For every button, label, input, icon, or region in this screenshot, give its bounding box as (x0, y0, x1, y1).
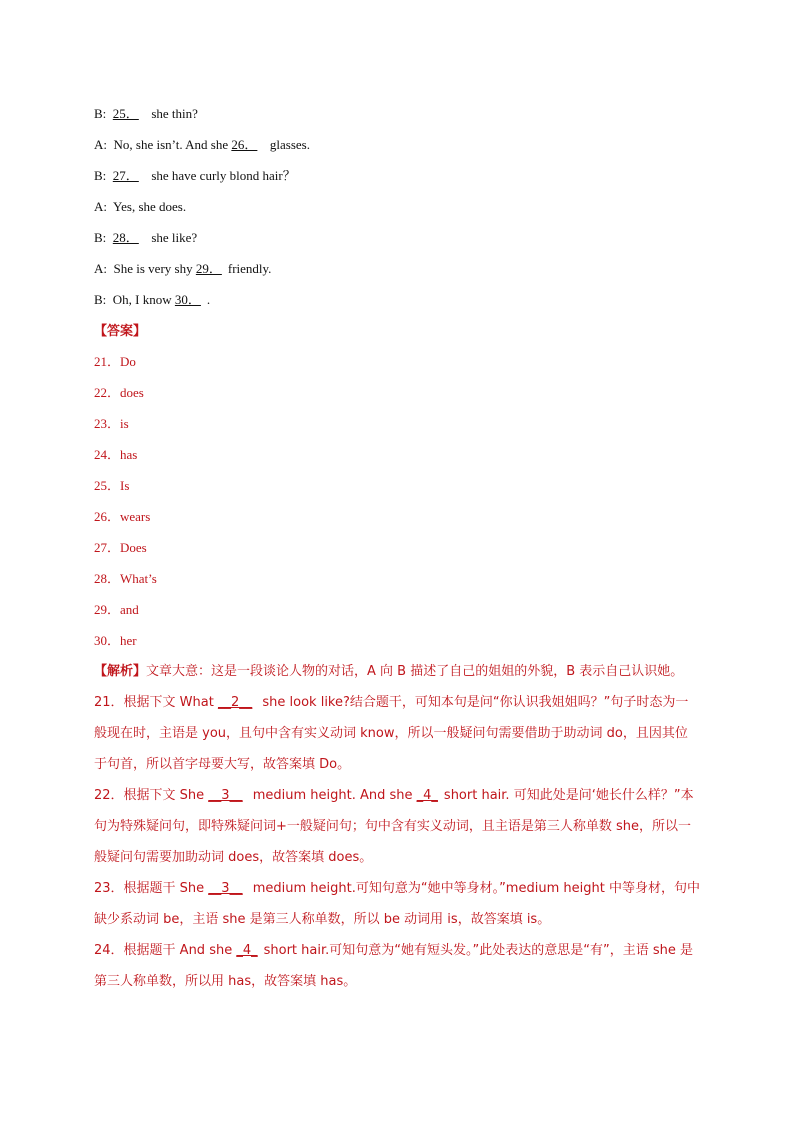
dialogue-line (94, 222, 700, 253)
dialogue-text: she like? (151, 230, 198, 245)
analysis-item (94, 935, 700, 997)
answer-item: 28．What’s (94, 571, 157, 586)
answer-heading-line (94, 315, 700, 346)
dialogue-text: She is very shy (113, 261, 193, 276)
speaker-label: A: (94, 137, 107, 152)
dialogue-text: . (206, 292, 211, 307)
dialogue-text: Yes, she does. (113, 199, 187, 214)
analysis-text: 22．根据下文 She (94, 788, 209, 803)
speaker-label: A: (94, 199, 107, 214)
blank-field: 25． (112, 106, 139, 121)
dialogue-line (94, 253, 700, 284)
blank-field: _4_ (416, 788, 438, 803)
dialogue-line (94, 160, 700, 191)
speaker-label: A: (94, 261, 107, 276)
analysis-text: she look like?结合题干，可知本句是问“你认识我姐姐吗？”句子时态为一般现在时，主语是 you，且句中含有实义动词 know，所以一般疑问句需要借助于助动词 do，且因其位于句首，所以首字母要大写，故答案填 Do。 (94, 695, 689, 772)
analysis-text: 24．根据题干 And she (94, 943, 237, 958)
blank-field: 26． (231, 137, 258, 152)
dialogue-line (94, 129, 700, 160)
speaker-label: B: (94, 106, 107, 121)
analysis-text: short hair. 可知此处是问‘她长什么样？”本句为特殊疑问句，即特殊疑问词+一般疑问句；句中含有实义动词，且主语是第三人称单数 she，所以一般疑问句需要加助动词 does，故答案填 does。 (94, 788, 694, 865)
blank-field: __3__ (208, 788, 243, 803)
dialogue-text: glasses. (269, 137, 310, 152)
blank-field: 27． (112, 168, 139, 183)
answer-item: 30．her (94, 633, 137, 648)
document-content (94, 98, 700, 997)
analysis-intro-text: 文章大意：这是一段谈论人物的对话，A 向 B 描述了自己的姐姐的外貌，B 表示自己认识她。 (146, 664, 684, 679)
analysis-heading: 【解析】 (94, 664, 147, 679)
dialogue-text: friendly. (227, 261, 272, 276)
answer-item: 21．Do (94, 354, 136, 369)
dialogue-line (94, 191, 700, 222)
analysis-intro (94, 656, 700, 687)
analysis-text: short hair.可知句意为“她有短头发。”此处表达的意思是“有”，主语 she 是第三人称单数，所以用 has，故答案填 has。 (94, 943, 693, 989)
analysis-item (94, 687, 700, 780)
dialogue-text: she thin? (151, 106, 198, 121)
analysis-item (94, 873, 700, 935)
blank-field: __2__ (217, 695, 253, 710)
analysis-item (94, 780, 700, 873)
analysis-text: 21．根据下文 What (94, 695, 218, 710)
blank-field: 30． (174, 292, 201, 307)
dialogue-text: Oh, I know (112, 292, 172, 307)
answer-item: 25．Is (94, 478, 130, 493)
answer-item: 24．has (94, 447, 138, 462)
answer-item: 23．is (94, 416, 129, 431)
blank-field: 29． (195, 261, 222, 276)
answer-item: 26．wears (94, 509, 151, 524)
blank-field: __3__ (208, 881, 243, 896)
answer-item: 22．does (94, 385, 144, 400)
answer-item: 29．and (94, 602, 139, 617)
answer-item: 27．Does (94, 540, 147, 555)
blank-field: _4_ (236, 943, 258, 958)
speaker-label: B: (94, 292, 107, 307)
blank-field: 28． (112, 230, 139, 245)
dialogue-line (94, 98, 700, 129)
analysis-text: medium height.可知句意为“她中等身材。”medium height 中等身材，句中缺少系动词 be，主语 she 是第三人称单数，所以 be 动词用 is，故答案填 is。 (94, 881, 700, 927)
dialogue-text: she have curly blond hair？ (151, 168, 296, 183)
analysis-text: 23．根据题干 She (94, 881, 209, 896)
dialogue-line (94, 284, 700, 315)
speaker-label: B: (94, 230, 107, 245)
analysis-text: medium height. And she (248, 788, 417, 803)
speaker-label: B: (94, 168, 107, 183)
answer-heading: 【答案】 (94, 324, 147, 339)
dialogue-text: No, she isn’t. And she (113, 137, 229, 152)
